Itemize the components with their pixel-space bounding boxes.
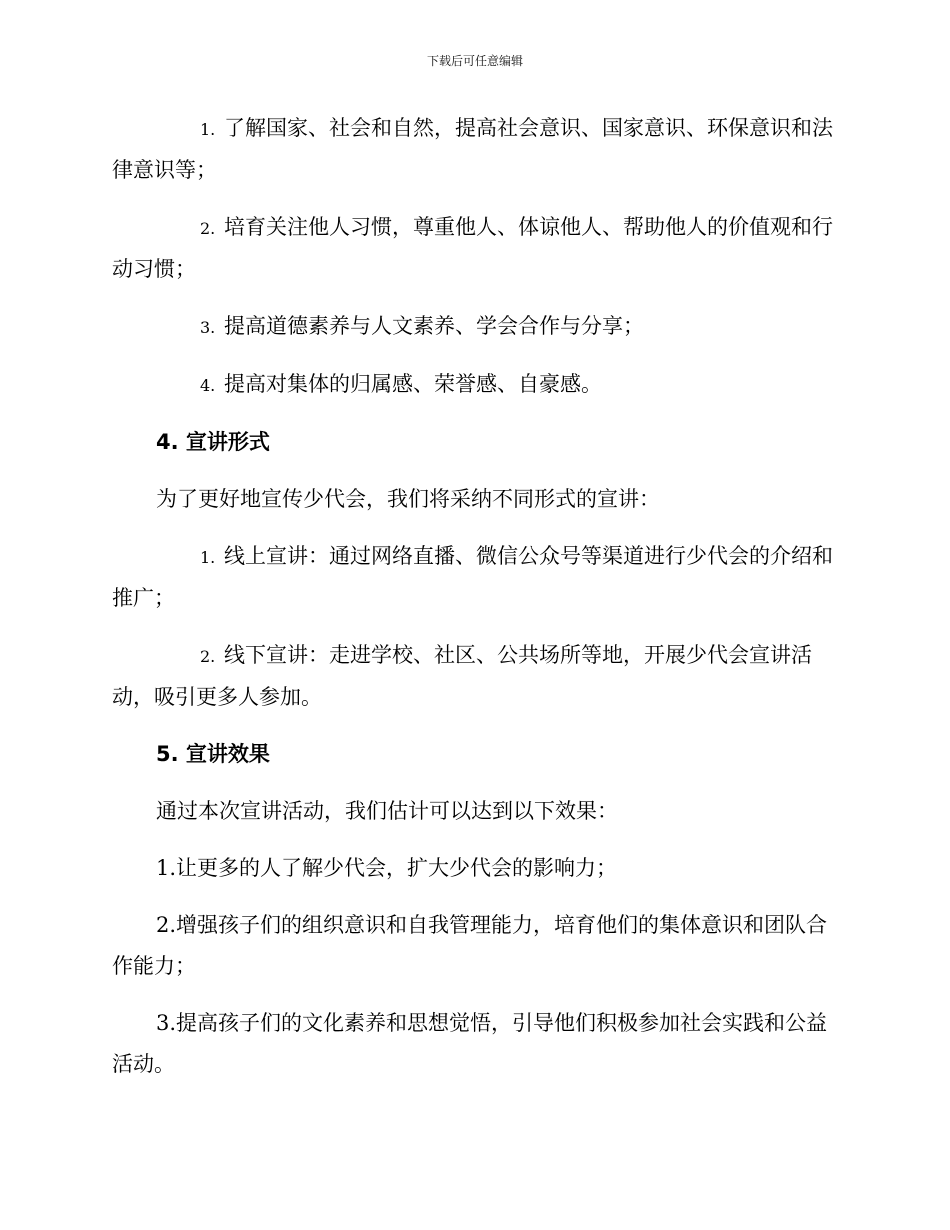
document-body [112,108,836,1101]
effect-item: 3.提高孩子们的文化素养和思想觉悟，引导他们积极参加社会实践和公益活动。 [112,1011,828,1076]
goal-item [112,306,836,348]
effect-item: 1.让更多的人了解少代会，扩大少代会的影响力； [156,856,618,880]
section-intro-forms: 为了更好地宣传少代会，我们将采纳不同形式的宣讲： [156,487,660,511]
form-item [112,635,836,718]
goal-item [112,207,836,290]
goal-number: 4. [200,376,216,395]
goal-text: 提高对集体的归属感、荣誉感、自豪感。 [224,372,602,396]
header-note: 下载后可任意编辑 [426,54,523,68]
goal-text: 提高道德素养与人文素养、学会合作与分享； [224,314,644,338]
form-item [112,536,836,619]
form-text: 线上宣讲：通过网络直播、微信公众号等渠道进行少代会的介绍和推广； [112,544,833,610]
goal-number: 3. [200,318,216,337]
goal-text: 培育关注他人习惯，尊重他人、体谅他人、帮助他人的价值观和行动习惯； [112,215,833,281]
form-number: 1. [200,548,216,567]
effect-item: 2.增强孩子们的组织意识和自我管理能力，培育他们的集体意识和团队合作能力； [112,913,828,978]
form-text: 线下宣讲：走进学校、社区、公共场所等地，开展少代会宣讲活动，吸引更多人参加。 [112,643,812,709]
section-heading-effects: 5. 宣讲效果 [156,742,270,766]
section-heading-forms: 4. 宣讲形式 [156,430,270,454]
goal-item [112,364,836,406]
goal-number: 2. [200,219,216,238]
goal-item [112,108,836,191]
form-number: 2. [200,647,216,666]
section-intro-effects: 通过本次宣讲活动，我们估计可以达到以下效果： [156,799,618,823]
goal-text: 了解国家、社会和自然，提高社会意识、国家意识、环保意识和法律意识等； [112,116,833,182]
goal-number: 1. [200,120,216,139]
